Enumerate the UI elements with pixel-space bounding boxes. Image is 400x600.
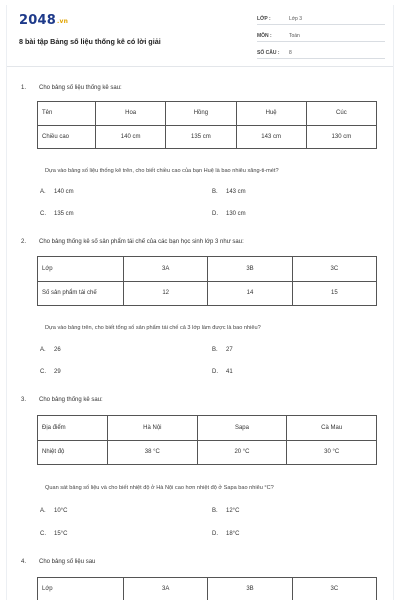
option-text: 29 xyxy=(54,369,61,375)
table-cell: 3A xyxy=(124,578,208,600)
worksheet-header xyxy=(7,5,393,67)
question-3-prompt xyxy=(21,397,103,403)
question-2-text: Cho bảng thống kê số sản phẩm tái chế của các bạn học sinh lớp 3 như sau: xyxy=(39,239,244,245)
table-cell: 130 cm xyxy=(306,125,376,149)
question-1-option-a[interactable] xyxy=(40,189,74,195)
table-cell: 20 °C xyxy=(197,440,287,465)
table-row xyxy=(38,440,377,465)
option-text: 140 cm xyxy=(54,189,74,195)
logo-suffix: .vn xyxy=(56,18,69,25)
table-cell: Cà Mau xyxy=(287,416,377,441)
question-1-instruction: Dựa vào bảng số liệu thống kê trên, cho biết chiều cao của bạn Huệ là bao nhiêu xăng-ti-mét? xyxy=(45,168,279,174)
table-cell: 3B xyxy=(208,578,292,600)
table-cell: Chiều cao xyxy=(38,125,96,149)
question-3-option-a[interactable] xyxy=(40,508,67,514)
table-cell: Huệ xyxy=(236,102,306,126)
question-2-instruction: Dựa vào bảng trên, cho biết tổng số sản phẩm tái chế cả 3 lớp làm được là bao nhiêu? xyxy=(45,325,261,331)
table-row xyxy=(38,578,377,600)
option-letter: D. xyxy=(212,369,218,375)
option-text: 130 cm xyxy=(226,211,246,217)
question-1-text: Cho bảng số liệu thống kê sau: xyxy=(39,85,122,91)
site-logo[interactable] xyxy=(19,13,68,28)
table-cell: Hà Nội xyxy=(108,416,198,441)
question-2-option-d[interactable] xyxy=(212,369,233,375)
meta-subject-value: Toán xyxy=(289,33,300,39)
option-text: 10°C xyxy=(54,508,68,514)
question-1-option-d[interactable] xyxy=(212,211,246,217)
table-cell: Tên xyxy=(38,102,96,126)
option-letter: A. xyxy=(40,508,46,514)
table-row xyxy=(38,257,377,282)
question-3-text: Cho bảng thống kê sau: xyxy=(39,397,103,403)
option-text: 26 xyxy=(54,347,61,353)
question-1-table xyxy=(37,101,377,149)
question-2-table xyxy=(37,256,377,306)
meta-class-label: LỚP : xyxy=(257,16,271,22)
option-text: 135 cm xyxy=(54,211,74,217)
meta-subject-label: MÔN : xyxy=(257,33,272,39)
table-cell: 15 xyxy=(292,281,376,306)
option-text: 27 xyxy=(226,347,233,353)
meta-class-value: Lớp 3 xyxy=(289,16,303,22)
question-2-option-b[interactable] xyxy=(212,347,233,353)
option-letter: B. xyxy=(212,347,218,353)
option-text: 18°C xyxy=(226,531,240,537)
question-1-number: 1. xyxy=(21,85,27,91)
question-4-prompt xyxy=(21,559,95,565)
option-letter: A. xyxy=(40,347,46,353)
logo-text: 2048 xyxy=(19,13,56,28)
table-cell: Lớp xyxy=(38,578,124,600)
table-row xyxy=(38,102,377,126)
meta-count-value: 8 xyxy=(289,50,292,56)
table-cell: Địa điểm xyxy=(38,416,108,441)
table-cell: 3A xyxy=(124,257,208,282)
question-1-option-b[interactable] xyxy=(212,189,246,195)
question-2-prompt xyxy=(21,239,244,245)
option-letter: B. xyxy=(212,508,218,514)
table-cell: 30 °C xyxy=(287,440,377,465)
question-3-option-d[interactable] xyxy=(212,531,239,537)
option-letter: C. xyxy=(40,369,46,375)
question-4-text: Cho bảng số liệu sau xyxy=(39,559,96,565)
option-letter: D. xyxy=(212,531,218,537)
worksheet-page xyxy=(6,5,394,600)
option-letter: D. xyxy=(212,211,218,217)
question-3-table xyxy=(37,415,377,465)
table-cell: Sapa xyxy=(197,416,287,441)
document-title: 8 bài tập Bảng số liệu thống kê có lời giải xyxy=(19,37,161,46)
option-text: 143 cm xyxy=(226,189,246,195)
question-4-table xyxy=(37,577,377,600)
table-cell: 14 xyxy=(208,281,292,306)
option-letter: C. xyxy=(40,211,46,217)
question-3-option-c[interactable] xyxy=(40,531,67,537)
question-1-prompt xyxy=(21,85,122,91)
meta-subject xyxy=(257,32,385,42)
question-2-option-a[interactable] xyxy=(40,347,61,353)
table-cell: Lớp xyxy=(38,257,124,282)
table-row xyxy=(38,416,377,441)
table-cell: Hoa xyxy=(96,102,166,126)
table-cell: 140 cm xyxy=(96,125,166,149)
table-cell: Hồng xyxy=(166,102,236,126)
meta-class xyxy=(257,15,385,25)
question-1-option-c[interactable] xyxy=(40,211,74,217)
table-cell: Nhiệt độ xyxy=(38,440,108,465)
meta-count xyxy=(257,49,385,59)
option-letter: B. xyxy=(212,189,218,195)
option-text: 15°C xyxy=(54,531,68,537)
question-3-number: 3. xyxy=(21,397,27,403)
meta-count-label: SỐ CÂU : xyxy=(257,50,280,56)
table-cell: 12 xyxy=(124,281,208,306)
question-3-instruction: Quan sát bảng số liệu và cho biết nhiệt độ ở Hà Nội cao hơn nhiệt độ ở Sapa bao nhiêu °C? xyxy=(45,485,274,491)
table-cell: 3C xyxy=(292,578,376,600)
option-text: 12°C xyxy=(226,508,240,514)
table-cell: 135 cm xyxy=(166,125,236,149)
table-row xyxy=(38,125,377,149)
table-cell: 3C xyxy=(292,257,376,282)
question-2-option-c[interactable] xyxy=(40,369,61,375)
table-cell: 143 cm xyxy=(236,125,306,149)
table-cell: Cúc xyxy=(306,102,376,126)
option-text: 41 xyxy=(226,369,233,375)
option-letter: C. xyxy=(40,531,46,537)
question-2-number: 2. xyxy=(21,239,27,245)
option-letter: A. xyxy=(40,189,46,195)
question-3-option-b[interactable] xyxy=(212,508,239,514)
question-4-number: 4. xyxy=(21,559,27,565)
table-cell: 38 °C xyxy=(108,440,198,465)
table-cell: Số sản phẩm tái chế xyxy=(38,281,124,306)
table-row xyxy=(38,281,377,306)
table-cell: 3B xyxy=(208,257,292,282)
